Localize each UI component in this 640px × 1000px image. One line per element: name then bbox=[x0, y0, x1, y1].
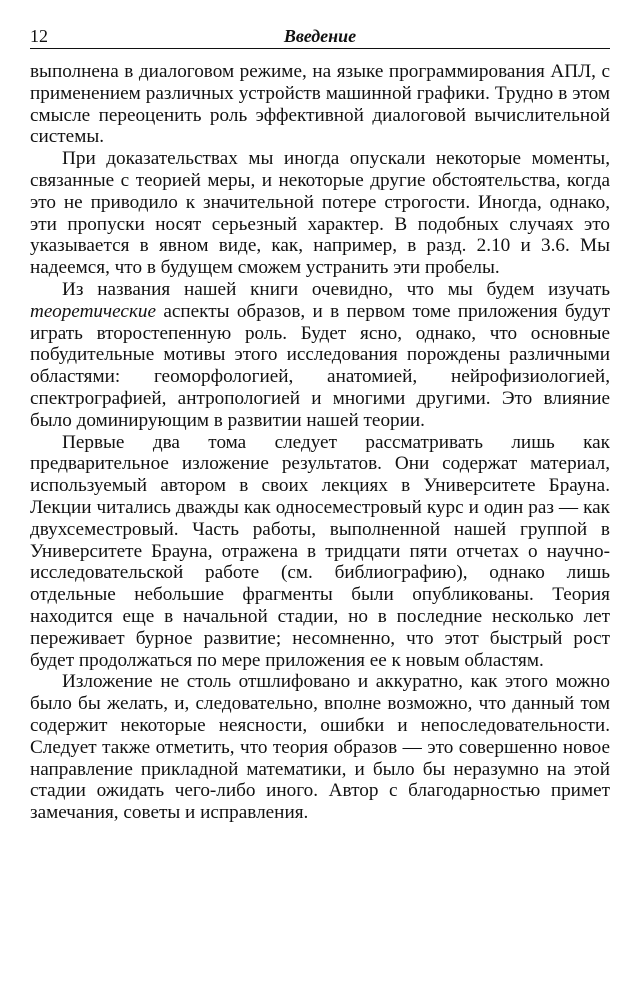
italic-term: теоретические bbox=[30, 300, 157, 322]
book-page bbox=[30, 24, 610, 824]
running-header bbox=[30, 24, 610, 49]
page-number: 12 bbox=[30, 26, 48, 46]
paragraph-1 bbox=[30, 61, 610, 148]
paragraph-text: Первые два тома следует рассматривать лишь как предварительное изложение результатов. Они содержат материал, используемый автором в своих лекциях в Университете Брауна. Лекции читались дважды как односеместровый курс и один раз — как двухсеместровый. Часть работы, выполненной нашей группой в Университете Брауна, отражена в тридцати пяти отчетах о научно-исследовательской работе (см. библиографию), однако лишь отдельные небольшие фрагменты были опубликованы. Теория находится еще в начальной стадии, но в последние несколько лет переживает бурное развитие; несомненно, что этот быстрый рост будет продолжаться по мере приложения ее к новым областям. bbox=[30, 431, 610, 671]
paragraph-5 bbox=[30, 671, 610, 824]
paragraph-text: Изложение не столь отшлифовано и аккуратно, как этого можно было бы желать, и, следовательно, вполне возможно, что данный том содержит некоторые неясности, ошибки и непоследовательности. Следует также отметить, что теория образов — это совершенно новое направление прикладной математики, и было бы неразумно на этой стадии ожидать чего-либо иного. Автор с благодарностью примет замечания, советы и исправления. bbox=[30, 671, 610, 824]
paragraph-2 bbox=[30, 148, 610, 279]
paragraph-text: Из названия нашей книги очевидно, что мы будем изучать bbox=[62, 278, 610, 300]
running-title: Введение bbox=[283, 26, 357, 46]
paragraph-text: При доказательствах мы иногда опускали некоторые моменты, связанные с теорией меры, и некоторые другие обстоятельства, когда это не приводило к значительной потере строгости. Иногда, однако, эти пропуски носят серьезный характер. В подобных случаях это указывается в явном виде, как, например, в разд. 2.10 и 3.6. Мы надеемся, что в будущем сможем устранить эти пробелы. bbox=[30, 148, 610, 279]
paragraph-4 bbox=[30, 432, 610, 672]
paragraph-text: аспекты образов, и в первом томе приложения будут играть второстепенную роль. Будет ясно, однако, что основные побудительные мотивы этого исследования порождены различными областями: геоморфологией, анатомией, нейрофизиологией, спектрографией, антропологией и многими другими. Это влияние было доминирующим в развитии нашей теории. bbox=[30, 300, 610, 431]
paragraph-text: выполнена в диалоговом режиме, на языке программирования АПЛ, с применением различных устройств машинной графики. Трудно в этом смысле переоценить роль эффективной диалоговой вычислительной системы. bbox=[30, 61, 610, 148]
paragraph-3 bbox=[30, 279, 610, 432]
body-text bbox=[30, 61, 610, 824]
